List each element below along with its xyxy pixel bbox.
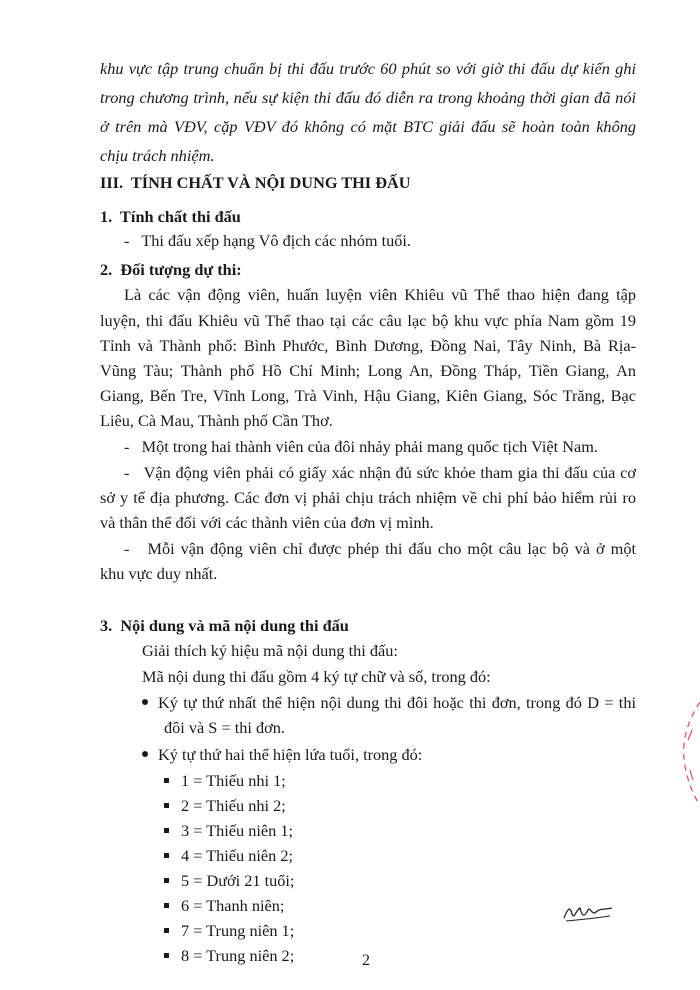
bullet-dot-icon xyxy=(142,699,148,705)
subsection-heading-2: 2. Đối tượng dự thi: xyxy=(100,260,242,279)
intro-line: khu vực tập trung chuẩn bị thi đấu trước 60 phút so với giờ thi đấu dự kiến ghi xyxy=(100,59,636,78)
age-item-text: 1 = Thiếu nhi 1; xyxy=(181,771,286,790)
age-item-text: 3 = Thiếu niên 1; xyxy=(181,821,293,840)
page-number: 2 xyxy=(362,952,370,969)
square-bullet-icon xyxy=(164,828,169,833)
age-item xyxy=(164,870,294,892)
dash-item: - Vận động viên phải có giấy xác nhận đủ sức khỏe tham gia thi đấu của cơ xyxy=(124,463,636,482)
intro-line: chịu trách nhiệm. xyxy=(100,146,215,165)
square-bullet-icon xyxy=(164,903,169,908)
age-item xyxy=(164,920,294,942)
bullet-item xyxy=(142,692,636,714)
square-bullet-icon xyxy=(164,853,169,858)
bullet-text: Ký tự thứ hai thể hiện lứa tuổi, trong đó: xyxy=(158,745,423,764)
explanation-line: Giải thích ký hiệu mã nội dung thi đấu: xyxy=(142,641,398,660)
square-bullet-icon xyxy=(164,953,169,958)
square-bullet-icon xyxy=(164,928,169,933)
intro-line: ở trên mà VĐV, cặp VĐV đó không có mặt BTC giải đấu sẽ hoàn toàn không xyxy=(100,117,636,136)
paragraph-line: Giang, Bến Tre, Vĩnh Long, Trà Vinh, Hậu Giang, Kiên Giang, Sóc Trăng, Bạc xyxy=(100,386,636,405)
intro-line: trong chương trình, nếu sự kiện thi đấu đó diễn ra trong khoảng thời gian đã nói xyxy=(100,88,636,107)
initials-signature xyxy=(560,900,616,926)
subsection-heading-3: 3. Nội dung và mã nội dung thi đấu xyxy=(100,616,349,635)
square-bullet-icon xyxy=(164,878,169,883)
dash-item-line: và thân thể đối với các thành viên của đơn vị mình. xyxy=(100,513,434,532)
bullet-item xyxy=(142,744,422,766)
bullet-text: Ký tự thứ nhất thể hiện nội dung thi đôi hoặc thi đơn, trong đó D = thi xyxy=(158,693,636,712)
square-bullet-icon xyxy=(164,803,169,808)
age-item xyxy=(164,895,284,917)
dash-item: - Một trong hai thành viên của đôi nhảy phải mang quốc tịch Việt Nam. xyxy=(124,437,598,456)
dash-item-line: khu vực duy nhất. xyxy=(100,564,218,583)
paragraph-line: Tỉnh và Thành phố: Bình Phước, Bình Dương, Đồng Nai, Tây Ninh, Bà Rịa- xyxy=(100,336,636,355)
age-item-text: 6 = Thanh niên; xyxy=(181,896,285,915)
age-item xyxy=(164,795,286,817)
age-item-text: 2 = Thiếu nhi 2; xyxy=(181,796,286,815)
explanation-line: Mã nội dung thi đấu gồm 4 ký tự chữ và số, trong đó: xyxy=(142,667,491,686)
section-heading: III. TÍNH CHẤT VÀ NỘI DUNG THI ĐẤU xyxy=(100,173,411,192)
list-item: - Thi đấu xếp hạng Vô địch các nhóm tuổi. xyxy=(124,231,411,250)
subsection-heading-1: 1. Tính chất thi đấu xyxy=(100,207,241,226)
age-item-text: 5 = Dưới 21 tuổi; xyxy=(181,871,295,890)
paragraph-line: Là các vận động viên, huấn luyện viên Khiêu vũ Thể thao hiện đang tập xyxy=(124,285,636,304)
paragraph-line: luyện, thi đấu Khiêu vũ Thể thao tại các câu lạc bộ khu vực phía Nam gồm 19 xyxy=(100,311,636,330)
age-item-text: 7 = Trung niên 1; xyxy=(181,921,295,940)
bullet-dot-icon xyxy=(142,751,148,757)
age-item xyxy=(164,820,293,842)
dash-item-line: sở y tế địa phương. Các đơn vị phải chịu trách nhiệm về chi phí bảo hiểm rủi ro xyxy=(100,488,636,507)
paragraph-line: Vũng Tàu; Thành phố Hồ Chí Minh; Long An, Đồng Tháp, Tiền Giang, An xyxy=(100,361,636,380)
stamp-edge xyxy=(674,700,700,810)
age-item-text: 8 = Trung niên 2; xyxy=(181,946,295,965)
age-item xyxy=(164,945,294,967)
age-item-text: 4 = Thiếu niên 2; xyxy=(181,846,293,865)
age-item xyxy=(164,770,286,792)
bullet-item-line: đôi và S = thi đơn. xyxy=(164,718,285,737)
square-bullet-icon xyxy=(164,778,169,783)
dash-item: - Mỗi vận động viên chỉ được phép thi đấu cho một câu lạc bộ và ở một xyxy=(124,539,636,558)
paragraph-line: Liêu, Cà Mau, Thành phố Cần Thơ. xyxy=(100,411,333,430)
age-item xyxy=(164,845,293,867)
